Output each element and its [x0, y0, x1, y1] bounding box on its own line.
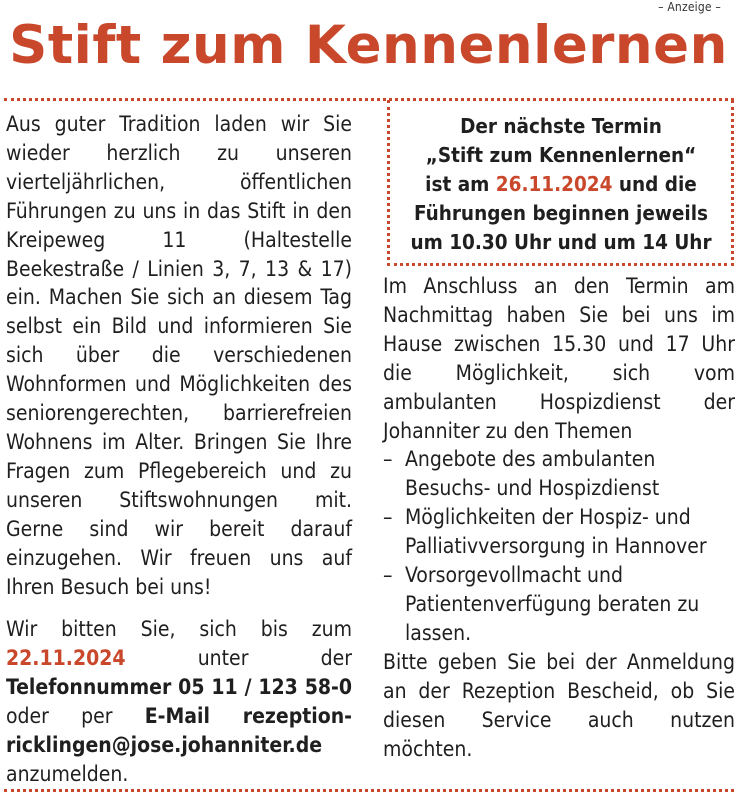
registration-mid1: unter der — [197, 646, 352, 671]
next-appointment-date: 26.11.2024 — [495, 172, 613, 196]
box-right-dotted-border — [731, 100, 734, 260]
hospice-intro: Im Anschluss an den Termin am Nachmittag haben Sie bei uns im Hause zwischen 15.30 und 17 Uhr die Möglichkeit, sich vom ambulanten Hospizdienst der Johanniter zu den Themen — [383, 274, 735, 443]
phone-number: Telefonnummer 05 11 / 123 58-0 — [6, 675, 352, 700]
bottom-dotted-divider — [4, 789, 734, 792]
topic-list — [383, 445, 735, 647]
box-line-3 — [392, 170, 730, 199]
box-line-3-post: und die — [618, 172, 697, 196]
closing-paragraph: Bitte geben Sie bei der Anmeldung an der Rezeption Bescheid, ob Sie diesen Service auch nutzen möchten. — [383, 649, 735, 761]
registration-lead: Wir bitten Sie, sich bis zum — [6, 617, 352, 642]
list-item: – Vorsorgevollmacht und Patientenverfügung beraten zu lassen. — [383, 561, 735, 648]
registration-deadline-date: 22.11.2024 — [6, 646, 126, 671]
box-line-5: um 10.30 Uhr und um 14 Uhr — [410, 230, 712, 254]
list-item: – Möglichkeiten der Hospiz- und Palliativversorgung in Hannover — [383, 503, 735, 561]
email-address: E-Mail rezeption-ricklingen@jose.johanniter.de — [6, 704, 353, 758]
left-column — [6, 110, 352, 789]
intro-paragraph: Aus guter Tradition laden wir Sie wieder herzlich zu unseren vierteljährlichen, öffentlichen Führungen zu uns in das Stift in den Kreipeweg 11 (Haltestelle Beekestraße / Linien 3, 7, 13 & 17) ein. Machen Sie sich an diesem Tag selbst ein Bild und informieren Sie sich über die verschiedenen Wohnformen und Möglichkeiten des seniorengerechten, barrierefreien Wohnens im Alter. Bringen Sie Ihre Fragen zum Pflegebereich und zu unseren Stiftswohnungen mit. Gerne sind wir bereit darauf einzugehen. Wir freuen uns auf Ihren Besuch bei uns! — [6, 112, 352, 599]
next-appointment-box — [392, 112, 730, 257]
box-bottom-dotted-border — [387, 263, 734, 266]
box-line-4: Führungen beginnen jeweils — [413, 201, 709, 225]
advertisement-label: – Anzeige – — [658, 0, 721, 14]
registration-mid2: oder per — [6, 704, 113, 729]
registration-tail: anzumelden. — [6, 761, 129, 786]
registration-paragraph — [6, 615, 352, 788]
top-dotted-divider — [4, 98, 734, 101]
box-line-3-pre: ist am — [425, 172, 490, 196]
page-title: Stift zum Kennenlernen — [9, 15, 728, 76]
right-column — [383, 272, 735, 763]
box-line-1: Der nächste Termin — [460, 114, 662, 138]
box-line-2: „Stift zum Kennenlernen“ — [425, 143, 697, 167]
box-left-dotted-border — [387, 100, 390, 260]
list-item: – Angebote des ambulanten Besuchs- und Hospizdienst — [383, 445, 735, 503]
